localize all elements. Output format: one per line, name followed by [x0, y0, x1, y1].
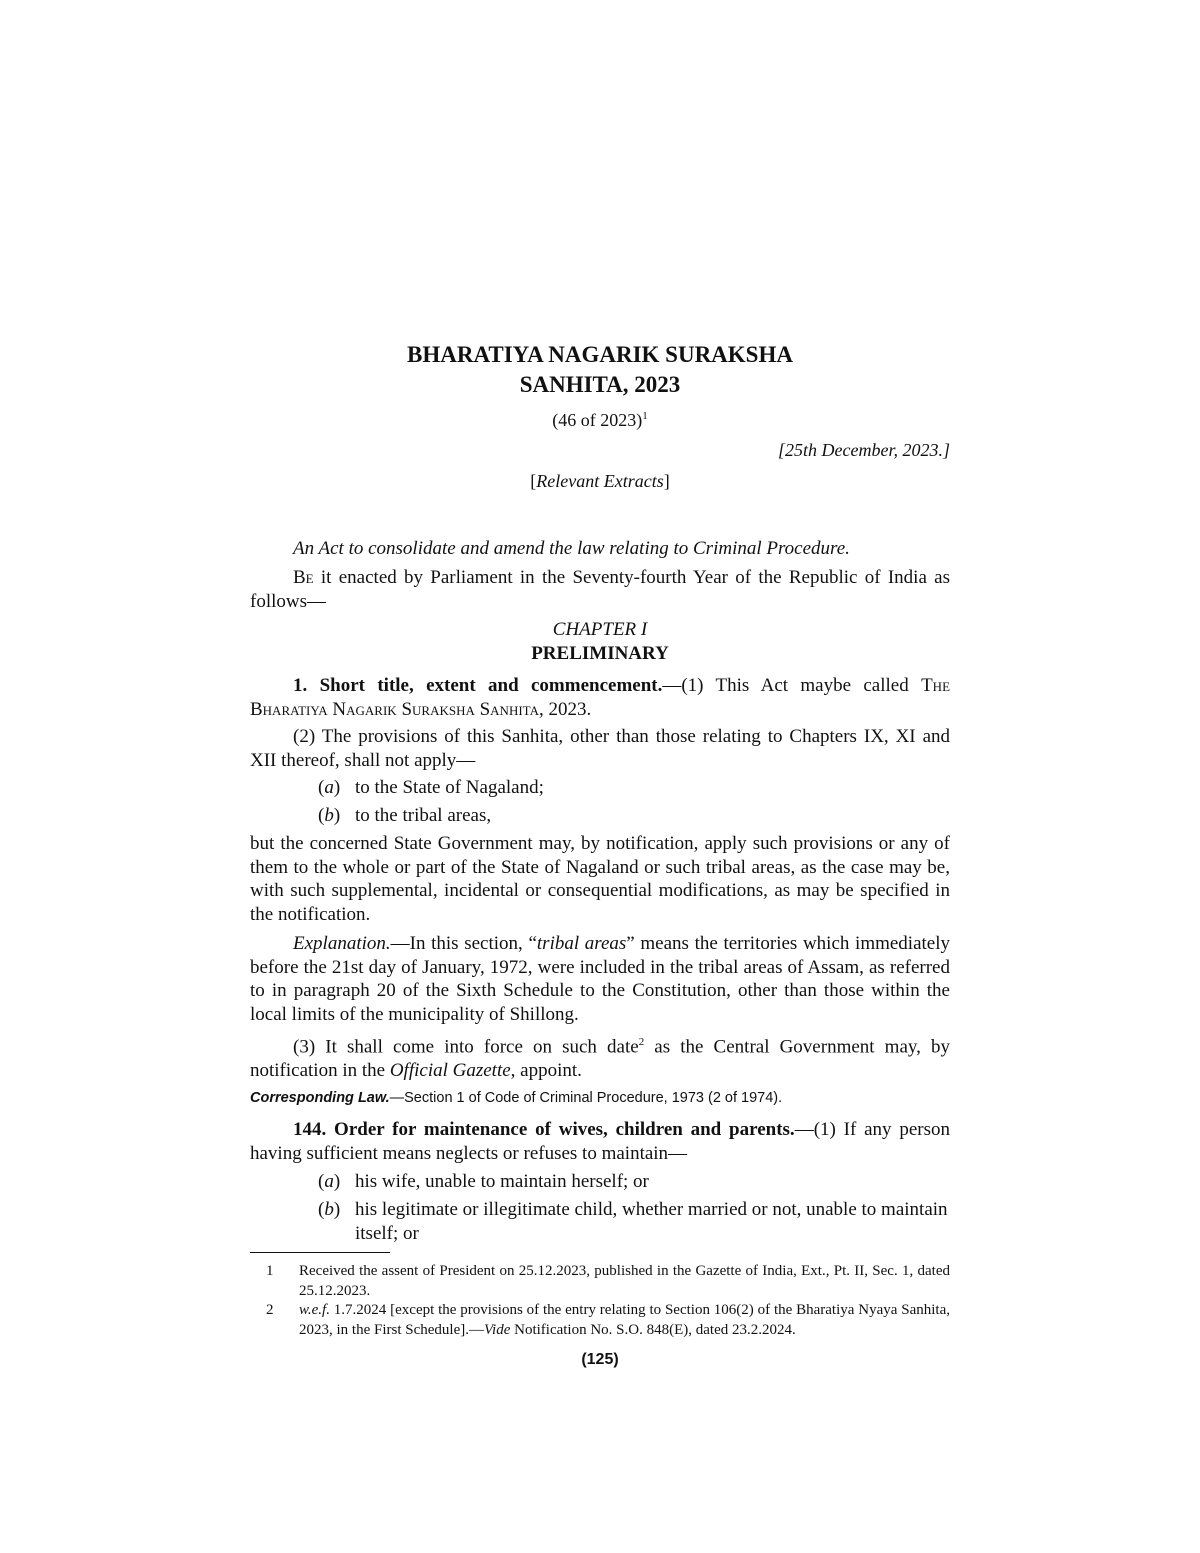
act-title-line-2: SANHITA, 2023	[519, 372, 681, 397]
section-144: 144. Order for maintenance of wives, children and parents.—(1) If any person having sufficient means neglects or refuses to maintain—	[250, 1119, 950, 1164]
section-1-subsection-2: (2) The provisions of this Sanhita, other than those relating to Chapters IX, XI and XII thereof, shall not apply—	[250, 726, 950, 771]
page-number: (125)	[581, 1351, 619, 1368]
section-1-proviso: but the concerned State Government may, by notification, apply such provisions or any of them to the whole or part of the State of Nagaland or such tribal areas, as the case may be, with such supplemental, incidental or consequential modifications, as may be specified in the notification.	[250, 833, 950, 925]
section-1-explanation: Explanation.—In this section, “tribal areas” means the territories which immediately before the 21st day of January, 1972, were included in the tribal areas of Assam, as referred to in paragraph 20 of the Sixth Schedule to the Constitution, other than those within the local limits of the municipality of Shillong.	[250, 933, 951, 1025]
act-date: [25th December, 2023.]	[778, 440, 950, 460]
chapter-name: PRELIMINARY	[531, 643, 669, 664]
chapter-number: CHAPTER I	[552, 619, 648, 640]
act-number: (46 of 2023)$^1$	[552, 410, 648, 430]
section-1-subsection-1: 1. Short title, extent and commencement.—(1) This Act maybe called The Bharatiya Nagarik Suraksha Sanhita, 2023.	[250, 675, 951, 720]
footnote-1: 1 Received the assent of President on 25.12.2023, published in the Gazette of India, Ext., Pt. II, Sec. 1, dated 25.12.2023.	[266, 1263, 950, 1299]
list-item: (b) to the tribal areas,	[318, 805, 492, 826]
list-item: (a) his wife, unable to maintain herself; or	[318, 1171, 649, 1192]
enacting-clause: Be it enacted by Parliament in the Seventy-fourth Year of the Republic of India as follows—	[250, 567, 950, 612]
footnote-ref-1[interactable]: 1	[642, 410, 648, 422]
footnote-divider	[250, 1252, 390, 1253]
list-item: (b) his legitimate or illegitimate child, whether married or not, unable to maintain itself; or	[318, 1199, 948, 1244]
relevant-extracts: [Relevant Extracts]	[530, 471, 670, 491]
section-1-subsection-3: (3) It shall come into force on such date$^2$ as the Central Government may, by notification in the Official Gazette, appoint.	[250, 1036, 951, 1081]
corresponding-law: Corresponding Law.—Section 1 of Code of Criminal Procedure, 1973 (2 of 1974).	[250, 1090, 783, 1106]
act-title-line-1: BHARATIYA NAGARIK SURAKSHA	[407, 342, 793, 367]
footnote-2: 2 w.e.f. 1.7.2024 [except the provisions of the entry relating to Section 106(2) of the Bharatiya Nyaya Sanhita, 2023, in the First Schedule].—Vide Notification No. S.O. 848(E), dated 23.2.2024.	[266, 1302, 950, 1338]
list-item: (a) to the State of Nagaland;	[318, 777, 544, 798]
section-144-heading: 144. Order for maintenance of wives, children and parents.	[293, 1119, 795, 1140]
section-1-heading: 1. Short title, extent and commencement.	[293, 675, 663, 696]
long-title: An Act to consolidate and amend the law relating to Criminal Procedure.	[293, 538, 850, 559]
footnote-ref-2[interactable]: 2	[638, 1036, 645, 1048]
